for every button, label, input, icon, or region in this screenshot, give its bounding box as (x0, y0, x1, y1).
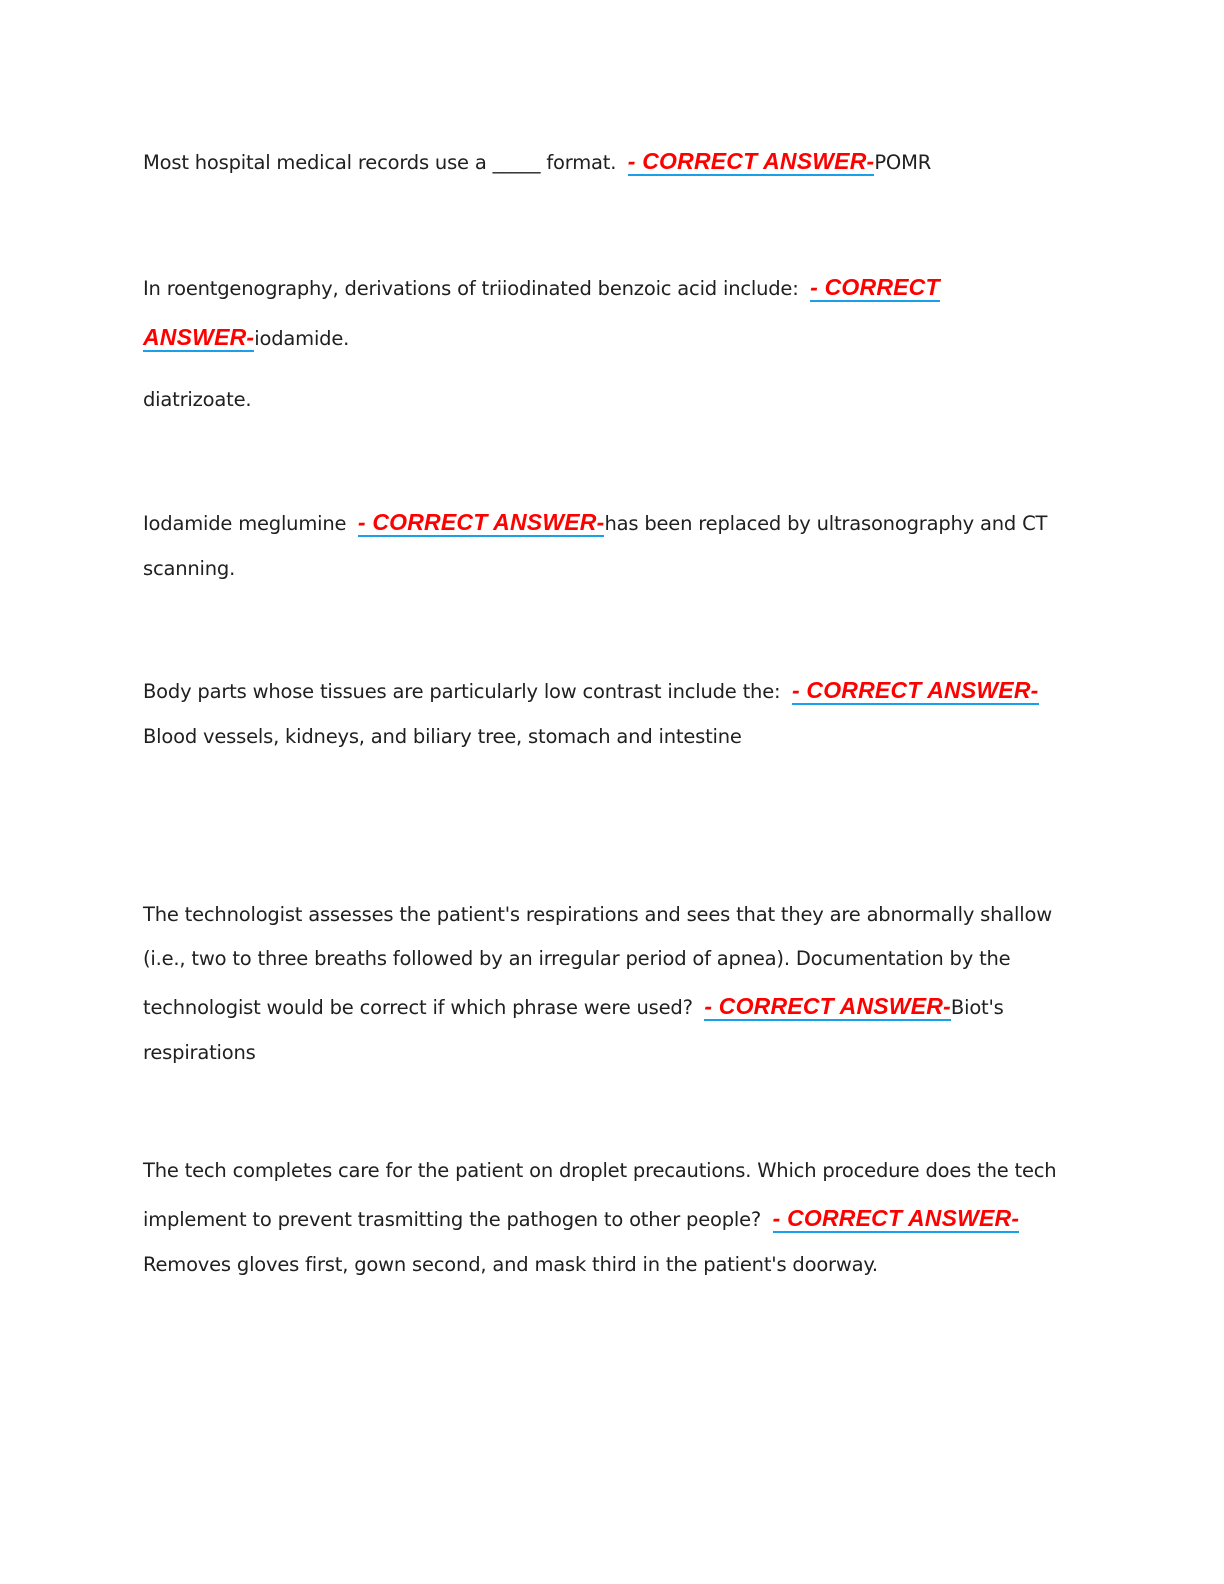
q1-line-1 (143, 146, 931, 176)
answer-text: Biot's (950, 996, 1004, 1019)
q6-line-2 (143, 1203, 1019, 1233)
q4-line-2 (143, 722, 742, 752)
question-text: Body parts whose tissues are particularly low contrast include the: (143, 680, 781, 703)
q5-line-4 (143, 1038, 256, 1068)
q3-line-2 (143, 554, 235, 584)
q2-line-2 (143, 322, 349, 352)
question-text: Iodamide meglumine (143, 512, 347, 535)
answer-text: respirations (143, 1041, 256, 1064)
question-text: The tech completes care for the patient on droplet precautions. Which procedure does the tech (143, 1159, 1057, 1182)
answer-text: has been replaced by ultrasonography and CT (604, 512, 1048, 535)
q2-line-3 (143, 385, 251, 415)
q5-line-3 (143, 991, 1004, 1021)
question-text: Most hospital medical records use a _____ format. (143, 151, 617, 174)
answer-text: POMR (874, 151, 932, 174)
answer-text: diatrizoate. (143, 388, 252, 411)
answer-text: Blood vessels, kidneys, and biliary tree, stomach and intestine (143, 725, 742, 748)
correct-answer-label: - CORRECT ANSWER- (357, 509, 605, 535)
q5-line-1 (143, 900, 1052, 930)
correct-answer-label: - CORRECT ANSWER- (791, 677, 1039, 703)
q6-line-3 (143, 1250, 878, 1280)
q6-line-1 (143, 1156, 1056, 1186)
question-text: (i.e., two to three breaths followed by an irregular period of apnea). Documentation by the (143, 947, 1011, 970)
q4-line-1 (143, 675, 1039, 705)
answer-text: iodamide. (254, 327, 350, 350)
question-text: The technologist assesses the patient's respirations and sees that they are abnormally shallow (143, 903, 1052, 926)
correct-answer-label: - CORRECT ANSWER- (704, 993, 951, 1019)
correct-answer-label: - CORRECT (810, 274, 940, 300)
question-text: implement to prevent trasmitting the pathogen to other people? (143, 1208, 762, 1231)
question-text: In roentgenography, derivations of triiodinated benzoic acid include: (143, 277, 799, 300)
question-text: technologist would be correct if which phrase were used? (143, 996, 693, 1019)
correct-answer-label: ANSWER- (143, 324, 255, 350)
correct-answer-label: - CORRECT ANSWER- (627, 148, 875, 174)
q3-line-1 (143, 507, 1047, 537)
answer-text: Removes gloves first, gown second, and mask third in the patient's doorway. (143, 1253, 878, 1276)
answer-text: scanning. (143, 557, 236, 580)
correct-answer-label: - CORRECT ANSWER- (772, 1205, 1020, 1231)
q2-line-1 (143, 272, 940, 302)
q5-line-2 (143, 944, 1010, 974)
